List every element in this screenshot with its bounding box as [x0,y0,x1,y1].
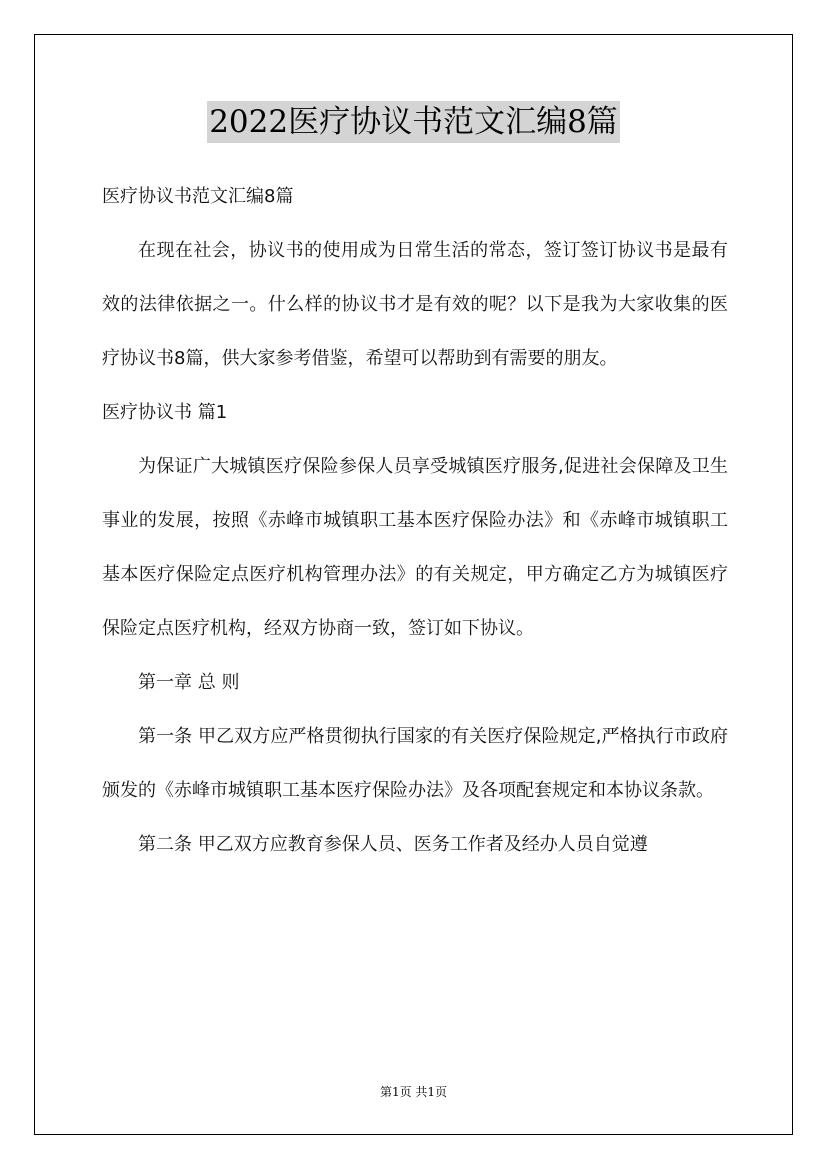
intro-paragraph: 在现在社会，协议书的使用成为日常生活的常态，签订签订协议书是最有效的法律依据之一。什么样的协议书才是有效的呢？以下是我为大家收集的医疗协议书8篇，供大家参考借鉴，希望可以帮助到有需要的朋友。 [102,240,728,369]
preamble-paragraph: 为保证广大城镇医疗保险参保人员享受城镇医疗服务,促进社会保障及卫生事业的发展，按照《赤峰市城镇职工基本医疗保险办法》和《赤峰市城镇职工基本医疗保险定点医疗机构管理办法》的有关规定，甲方确定乙方为城镇医疗保险定点医疗机构，经双方协商一致，签订如下协议。 [102,456,728,639]
subtitle-paragraph: 医疗协议书范文汇编8篇 [102,186,294,207]
document-title: 2022医疗协议书范文汇编8篇 [207,101,620,143]
article-1-paragraph: 第一条 甲乙双方应严格贯彻执行国家的有关医疗保险规定,严格执行市政府颁发的《赤峰市城镇职工基本医疗保险办法》及各项配套规定和本协议条款。 [102,726,728,801]
article-2-paragraph: 第二条 甲乙双方应教育参保人员、医务工作者及经办人员自觉遵 [138,834,648,855]
title-container [0,101,827,143]
chapter-heading: 第一章 总 则 [138,672,240,693]
document-body [102,170,728,872]
page-footer: 第1页 共1页 [379,1085,448,1099]
section-heading: 医疗协议书 篇1 [102,402,228,423]
